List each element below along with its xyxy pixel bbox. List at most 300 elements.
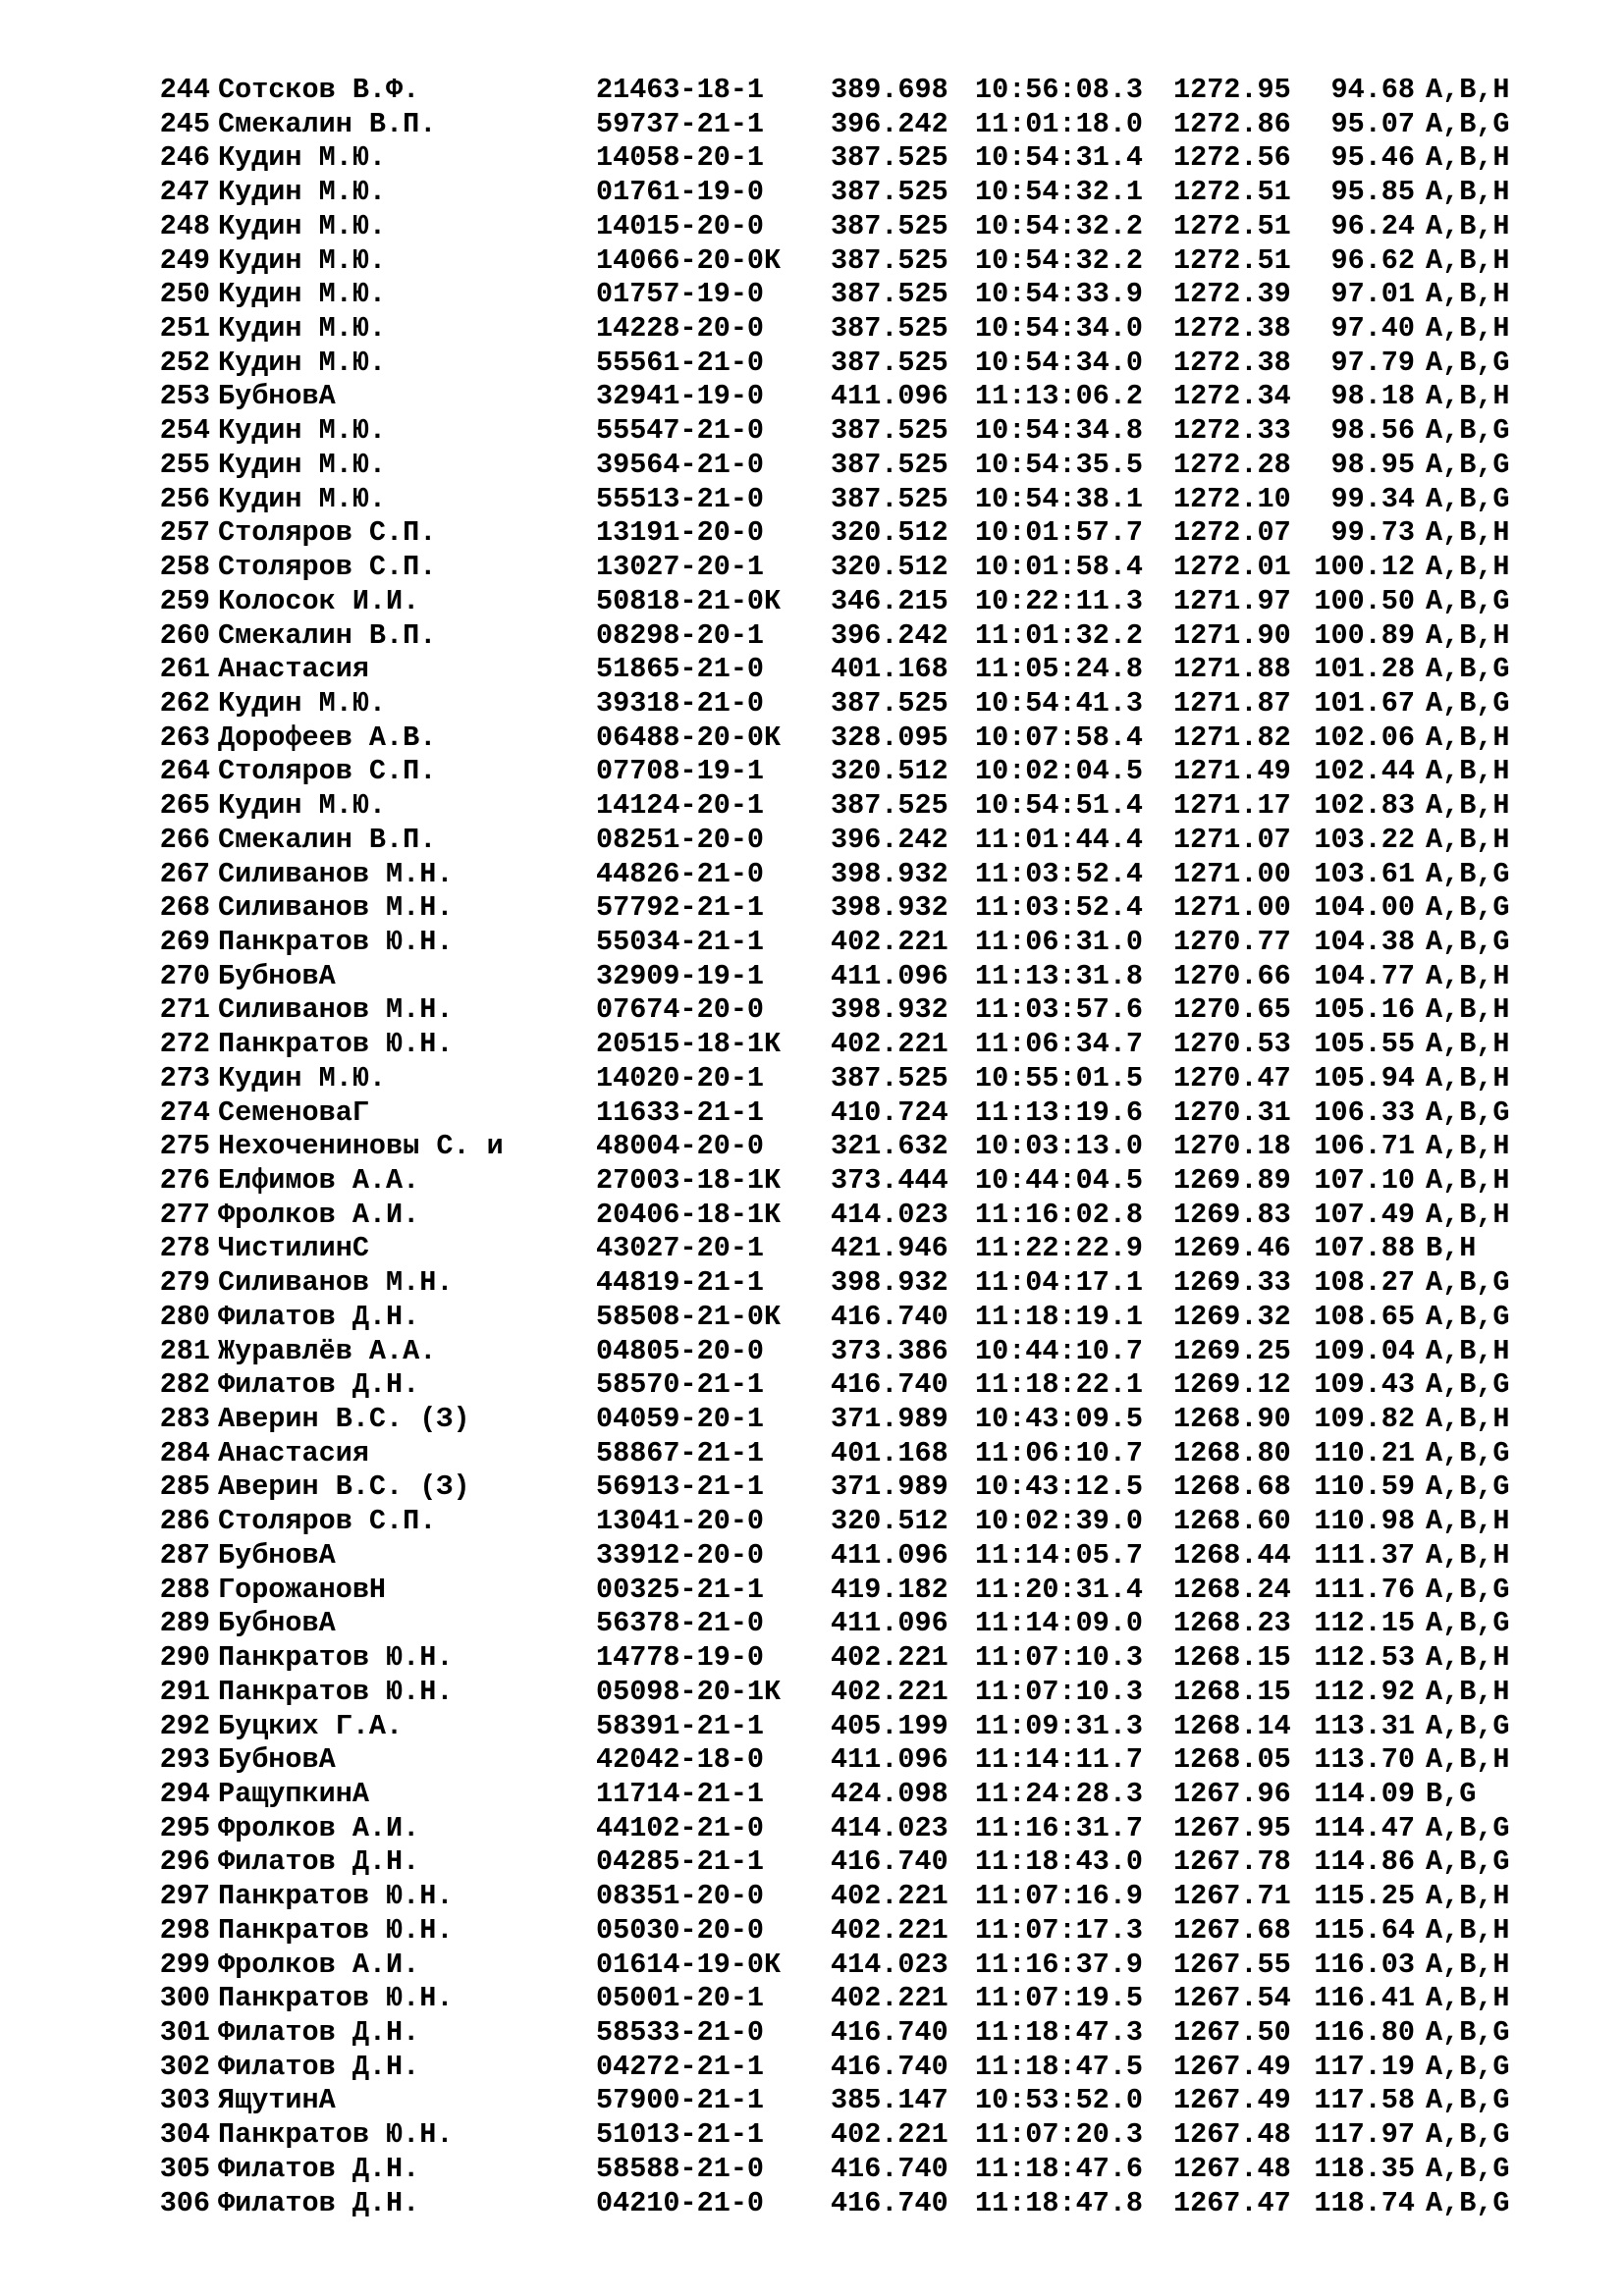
ring-number: 14020-20-1 [596, 1061, 765, 1095]
speed-value: 1271.00 [1173, 891, 1291, 925]
ring-number: 11633-21-1 [596, 1095, 765, 1129]
fancier-name: Колосок И.И. [218, 584, 420, 617]
distance-value: 387.525 [831, 312, 948, 346]
speed-value: 1268.44 [1173, 1538, 1291, 1572]
fancier-name: Панкратов Ю.Н. [218, 1675, 454, 1708]
result-row [143, 347, 1557, 381]
result-row [143, 960, 1557, 994]
speed-value: 1270.53 [1173, 1028, 1291, 1061]
distance-value: 320.512 [831, 551, 948, 584]
group-codes: A,B,H [1426, 209, 1510, 242]
coefficient-value: 116.41 [1314, 1982, 1415, 2015]
speed-value: 1271.17 [1173, 789, 1291, 823]
place-number: 300 [159, 1982, 210, 2015]
speed-value: 1268.68 [1173, 1470, 1291, 1504]
place-number: 267 [159, 857, 210, 890]
speed-value: 1267.96 [1173, 1777, 1291, 1810]
group-codes: A,B,G [1426, 891, 1510, 925]
result-row [143, 449, 1557, 483]
arrival-time: 11:07:10.3 [975, 1675, 1144, 1708]
group-codes: A,B,H [1426, 959, 1510, 992]
ring-number: 57792-21-1 [596, 891, 765, 925]
coefficient-value: 116.03 [1314, 1948, 1415, 1981]
group-codes: A,B,H [1426, 1538, 1510, 1572]
ring-number: 01761-19-0 [596, 176, 765, 209]
speed-value: 1272.01 [1173, 551, 1291, 584]
group-codes: A,B,G [1426, 1607, 1510, 1640]
speed-value: 1268.15 [1173, 1675, 1291, 1708]
fancier-name: Столяров С.П. [218, 1505, 437, 1538]
place-number: 250 [159, 278, 210, 311]
fancier-name: Кудин М.Ю. [218, 176, 387, 209]
speed-value: 1270.66 [1173, 959, 1291, 992]
result-row [143, 1164, 1557, 1199]
group-codes: A,B,G [1426, 1845, 1510, 1879]
place-number: 298 [159, 1913, 210, 1947]
coefficient-value: 109.82 [1314, 1403, 1415, 1436]
result-row [143, 1607, 1557, 1641]
coefficient-value: 100.89 [1314, 618, 1415, 652]
ring-number: 04285-21-1 [596, 1845, 765, 1879]
distance-value: 401.168 [831, 1436, 948, 1469]
fancier-name: Кудин М.Ю. [218, 789, 387, 823]
group-codes: A,B,H [1426, 755, 1510, 788]
coefficient-value: 97.79 [1330, 346, 1415, 379]
result-row [143, 858, 1557, 892]
group-codes: A,B,H [1426, 1913, 1510, 1947]
ring-number: 08298-20-1 [596, 618, 765, 652]
group-codes: A,B,G [1426, 1573, 1510, 1606]
coefficient-value: 100.12 [1314, 551, 1415, 584]
distance-value: 411.096 [831, 380, 948, 413]
ring-number: 20406-18-1К [596, 1198, 782, 1231]
group-codes: A,B,H [1426, 1130, 1510, 1163]
distance-value: 320.512 [831, 516, 948, 550]
result-row [143, 1949, 1557, 1983]
arrival-time: 11:01:32.2 [975, 618, 1144, 652]
group-codes: A,B,H [1426, 618, 1510, 652]
speed-value: 1270.18 [1173, 1130, 1291, 1163]
group-codes: A,B,H [1426, 1675, 1510, 1708]
result-row [143, 414, 1557, 449]
distance-value: 419.182 [831, 1573, 948, 1606]
place-number: 248 [159, 209, 210, 242]
fancier-name: Кудин М.Ю. [218, 448, 387, 481]
group-codes: A,B,H [1426, 1403, 1510, 1436]
arrival-time: 11:18:47.3 [975, 2015, 1144, 2049]
coefficient-value: 96.62 [1330, 243, 1415, 277]
place-number: 295 [159, 1811, 210, 1844]
ring-number: 06488-20-0К [596, 721, 782, 754]
place-number: 292 [159, 1709, 210, 1742]
arrival-time: 11:24:28.3 [975, 1777, 1144, 1810]
distance-value: 385.147 [831, 2084, 948, 2117]
ring-number: 14066-20-0К [596, 243, 782, 277]
fancier-name: Смекалин В.П. [218, 618, 437, 652]
speed-value: 1267.54 [1173, 1982, 1291, 2015]
group-codes: A,B,G [1426, 414, 1510, 448]
place-number: 262 [159, 686, 210, 720]
ring-number: 20515-18-1К [596, 1028, 782, 1061]
arrival-time: 11:18:47.5 [975, 2050, 1144, 2083]
coefficient-value: 108.65 [1314, 1300, 1415, 1333]
result-row [143, 721, 1557, 756]
fancier-name: БубновА [218, 1538, 336, 1572]
ring-number: 13027-20-1 [596, 551, 765, 584]
coefficient-value: 100.50 [1314, 584, 1415, 617]
speed-value: 1268.24 [1173, 1573, 1291, 1606]
results-list [143, 74, 1557, 2220]
place-number: 263 [159, 721, 210, 754]
distance-value: 346.215 [831, 584, 948, 617]
coefficient-value: 112.53 [1314, 1641, 1415, 1675]
distance-value: 398.932 [831, 993, 948, 1027]
speed-value: 1267.49 [1173, 2050, 1291, 2083]
fancier-name: Кудин М.Ю. [218, 482, 387, 515]
arrival-time: 11:01:18.0 [975, 107, 1144, 140]
place-number: 283 [159, 1403, 210, 1436]
place-number: 244 [159, 74, 210, 106]
fancier-name: Аверин В.С. (З) [218, 1403, 470, 1436]
arrival-time: 11:18:47.8 [975, 2186, 1144, 2219]
result-row [143, 176, 1557, 210]
fancier-name: Смекалин В.П. [218, 107, 437, 140]
place-number: 251 [159, 312, 210, 346]
arrival-time: 11:16:37.9 [975, 1948, 1144, 1981]
arrival-time: 10:54:51.4 [975, 789, 1144, 823]
arrival-time: 10:53:52.0 [975, 2084, 1144, 2117]
fancier-name: БубновА [218, 1607, 336, 1640]
fancier-name: Филатов Д.Н. [218, 1300, 420, 1333]
speed-value: 1269.25 [1173, 1334, 1291, 1367]
distance-value: 396.242 [831, 618, 948, 652]
coefficient-value: 98.95 [1330, 448, 1415, 481]
speed-value: 1270.31 [1173, 1095, 1291, 1129]
result-row [143, 278, 1557, 312]
fancier-name: Филатов Д.Н. [218, 2050, 420, 2083]
group-codes: A,B,G [1426, 346, 1510, 379]
arrival-time: 11:05:24.8 [975, 653, 1144, 686]
arrival-time: 10:54:38.1 [975, 482, 1144, 515]
result-row [143, 619, 1557, 654]
fancier-name: Столяров С.П. [218, 755, 437, 788]
speed-value: 1270.77 [1173, 925, 1291, 958]
result-row [143, 1199, 1557, 1233]
coefficient-value: 117.58 [1314, 2084, 1415, 2117]
arrival-time: 11:16:02.8 [975, 1198, 1144, 1231]
group-codes: A,B,H [1426, 1505, 1510, 1538]
fancier-name: Смекалин В.П. [218, 823, 437, 856]
coefficient-value: 101.67 [1314, 686, 1415, 720]
coefficient-value: 116.80 [1314, 2015, 1415, 2049]
result-row [143, 585, 1557, 619]
fancier-name: ГорожановН [218, 1573, 387, 1606]
arrival-time: 11:13:06.2 [975, 380, 1144, 413]
ring-number: 14124-20-1 [596, 789, 765, 823]
distance-value: 402.221 [831, 1982, 948, 2015]
fancier-name: БубновА [218, 959, 336, 992]
ring-number: 04059-20-1 [596, 1403, 765, 1436]
group-codes: A,B,H [1426, 278, 1510, 311]
ring-number: 14015-20-0 [596, 209, 765, 242]
distance-value: 411.096 [831, 1538, 948, 1572]
coefficient-value: 98.18 [1330, 380, 1415, 413]
ring-number: 32909-19-1 [596, 959, 765, 992]
speed-value: 1268.14 [1173, 1709, 1291, 1742]
ring-number: 51865-21-0 [596, 653, 765, 686]
distance-value: 416.740 [831, 2050, 948, 2083]
place-number: 252 [159, 346, 210, 379]
group-codes: A,B,G [1426, 2186, 1510, 2219]
group-codes: B,H [1426, 1232, 1477, 1265]
ring-number: 51013-21-1 [596, 2118, 765, 2152]
fancier-name: Панкратов Ю.Н. [218, 1982, 454, 2015]
result-row [143, 2051, 1557, 2085]
place-number: 249 [159, 243, 210, 277]
distance-value: 402.221 [831, 1675, 948, 1708]
result-row [143, 1470, 1557, 1505]
group-codes: A,B,H [1426, 1334, 1510, 1367]
group-codes: A,B,G [1426, 2118, 1510, 2152]
place-number: 265 [159, 789, 210, 823]
coefficient-value: 107.10 [1314, 1164, 1415, 1197]
ring-number: 58867-21-1 [596, 1436, 765, 1469]
ring-number: 55513-21-0 [596, 482, 765, 515]
arrival-time: 10:54:34.8 [975, 414, 1144, 448]
result-row [143, 926, 1557, 960]
distance-value: 387.525 [831, 482, 948, 515]
group-codes: A,B,G [1426, 2050, 1510, 2083]
coefficient-value: 110.98 [1314, 1505, 1415, 1538]
ring-number: 58570-21-1 [596, 1368, 765, 1402]
speed-value: 1267.49 [1173, 2084, 1291, 2117]
result-row [143, 789, 1557, 824]
speed-value: 1268.05 [1173, 1743, 1291, 1777]
place-number: 255 [159, 448, 210, 481]
arrival-time: 11:07:19.5 [975, 1982, 1144, 2015]
fancier-name: Панкратов Ю.Н. [218, 925, 454, 958]
place-number: 256 [159, 482, 210, 515]
speed-value: 1270.47 [1173, 1061, 1291, 1095]
place-number: 277 [159, 1198, 210, 1231]
fancier-name: Кудин М.Ю. [218, 243, 387, 277]
place-number: 306 [159, 2186, 210, 2219]
place-number: 294 [159, 1777, 210, 1810]
arrival-time: 10:01:57.7 [975, 516, 1144, 550]
result-row [143, 551, 1557, 585]
coefficient-value: 114.09 [1314, 1777, 1415, 1810]
distance-value: 387.525 [831, 209, 948, 242]
result-row [143, 1301, 1557, 1335]
coefficient-value: 110.59 [1314, 1470, 1415, 1504]
ring-number: 39318-21-0 [596, 686, 765, 720]
place-number: 257 [159, 516, 210, 550]
ring-number: 57900-21-1 [596, 2084, 765, 2117]
ring-number: 39564-21-0 [596, 448, 765, 481]
group-codes: A,B,H [1426, 1743, 1510, 1777]
result-row [143, 380, 1557, 414]
distance-value: 387.525 [831, 243, 948, 277]
fancier-name: Фролков А.И. [218, 1811, 420, 1844]
fancier-name: Панкратов Ю.Н. [218, 1641, 454, 1675]
ring-number: 07708-19-1 [596, 755, 765, 788]
speed-value: 1269.32 [1173, 1300, 1291, 1333]
group-codes: A,B,G [1426, 686, 1510, 720]
speed-value: 1272.51 [1173, 243, 1291, 277]
place-number: 303 [159, 2084, 210, 2117]
speed-value: 1271.87 [1173, 686, 1291, 720]
result-row [143, 2016, 1557, 2051]
place-number: 301 [159, 2015, 210, 2049]
fancier-name: Сотсков В.Ф. [218, 74, 420, 106]
result-row [143, 2153, 1557, 2187]
coefficient-value: 117.97 [1314, 2118, 1415, 2152]
result-row [143, 653, 1557, 687]
speed-value: 1272.86 [1173, 107, 1291, 140]
coefficient-value: 103.61 [1314, 857, 1415, 890]
distance-value: 416.740 [831, 1300, 948, 1333]
speed-value: 1269.33 [1173, 1266, 1291, 1300]
distance-value: 371.989 [831, 1403, 948, 1436]
place-number: 246 [159, 141, 210, 175]
ring-number: 55561-21-0 [596, 346, 765, 379]
fancier-name: Столяров С.П. [218, 551, 437, 584]
fancier-name: Кудин М.Ю. [218, 346, 387, 379]
coefficient-value: 103.22 [1314, 823, 1415, 856]
result-row [143, 74, 1557, 108]
distance-value: 402.221 [831, 2118, 948, 2152]
result-row [143, 1130, 1557, 1164]
fancier-name: БубновА [218, 1743, 336, 1777]
place-number: 302 [159, 2050, 210, 2083]
coefficient-value: 97.40 [1330, 312, 1415, 346]
speed-value: 1269.12 [1173, 1368, 1291, 1402]
distance-value: 402.221 [831, 1880, 948, 1913]
coefficient-value: 108.27 [1314, 1266, 1415, 1300]
place-number: 261 [159, 653, 210, 686]
ring-number: 14058-20-1 [596, 141, 765, 175]
distance-value: 396.242 [831, 107, 948, 140]
coefficient-value: 107.88 [1314, 1232, 1415, 1265]
result-row [143, 1982, 1557, 2016]
distance-value: 387.525 [831, 448, 948, 481]
ring-number: 56913-21-1 [596, 1470, 765, 1504]
coefficient-value: 113.70 [1314, 1743, 1415, 1777]
speed-value: 1269.83 [1173, 1198, 1291, 1231]
speed-value: 1267.55 [1173, 1948, 1291, 1981]
place-number: 276 [159, 1164, 210, 1197]
speed-value: 1272.10 [1173, 482, 1291, 515]
distance-value: 387.525 [831, 1061, 948, 1095]
coefficient-value: 111.76 [1314, 1573, 1415, 1606]
ring-number: 08251-20-0 [596, 823, 765, 856]
result-row [143, 1914, 1557, 1949]
distance-value: 411.096 [831, 1607, 948, 1640]
result-row [143, 687, 1557, 721]
ring-number: 13191-20-0 [596, 516, 765, 550]
arrival-time: 10:01:58.4 [975, 551, 1144, 584]
group-codes: A,B,H [1426, 74, 1510, 106]
distance-value: 414.023 [831, 1198, 948, 1231]
speed-value: 1272.56 [1173, 141, 1291, 175]
fancier-name: Анастасия [218, 1436, 369, 1469]
group-codes: A,B,H [1426, 1948, 1510, 1981]
arrival-time: 11:07:20.3 [975, 2118, 1144, 2152]
ring-number: 58508-21-0К [596, 1300, 782, 1333]
ring-number: 00325-21-1 [596, 1573, 765, 1606]
group-codes: A,B,G [1426, 857, 1510, 890]
place-number: 288 [159, 1573, 210, 1606]
fancier-name: Филатов Д.Н. [218, 2152, 420, 2185]
fancier-name: Кудин М.Ю. [218, 209, 387, 242]
fancier-name: БубновА [218, 380, 336, 413]
speed-value: 1272.51 [1173, 209, 1291, 242]
speed-value: 1267.47 [1173, 2186, 1291, 2219]
distance-value: 411.096 [831, 959, 948, 992]
arrival-time: 10:54:33.9 [975, 278, 1144, 311]
arrival-time: 10:54:35.5 [975, 448, 1144, 481]
speed-value: 1272.28 [1173, 448, 1291, 481]
ring-number: 58588-21-0 [596, 2152, 765, 2185]
distance-value: 373.444 [831, 1164, 948, 1197]
coefficient-value: 106.33 [1314, 1095, 1415, 1129]
fancier-name: Елфимов А.А. [218, 1164, 420, 1197]
arrival-time: 10:43:09.5 [975, 1403, 1144, 1436]
result-row [143, 1368, 1557, 1403]
fancier-name: Филатов Д.Н. [218, 1368, 420, 1402]
coefficient-value: 104.77 [1314, 959, 1415, 992]
arrival-time: 11:18:43.0 [975, 1845, 1144, 1879]
ring-number: 04272-21-1 [596, 2050, 765, 2083]
place-number: 305 [159, 2152, 210, 2185]
group-codes: A,B,G [1426, 482, 1510, 515]
arrival-time: 11:07:10.3 [975, 1641, 1144, 1675]
fancier-name: Силиванов М.Н. [218, 857, 454, 890]
ring-number: 05030-20-0 [596, 1913, 765, 1947]
result-row [143, 312, 1557, 347]
arrival-time: 11:07:16.9 [975, 1880, 1144, 1913]
ring-number: 56378-21-0 [596, 1607, 765, 1640]
result-row [143, 1880, 1557, 1914]
distance-value: 416.740 [831, 1368, 948, 1402]
group-codes: A,B,H [1426, 993, 1510, 1027]
coefficient-value: 102.44 [1314, 755, 1415, 788]
speed-value: 1271.88 [1173, 653, 1291, 686]
fancier-name: Анастасия [218, 653, 369, 686]
fancier-name: Филатов Д.Н. [218, 2186, 420, 2219]
result-row [143, 755, 1557, 789]
group-codes: A,B,H [1426, 141, 1510, 175]
group-codes: A,B,H [1426, 516, 1510, 550]
fancier-name: Панкратов Ю.Н. [218, 2118, 454, 2152]
speed-value: 1268.90 [1173, 1403, 1291, 1436]
place-number: 293 [159, 1743, 210, 1777]
fancier-name: СеменоваГ [218, 1095, 369, 1129]
place-number: 285 [159, 1470, 210, 1504]
group-codes: A,B,H [1426, 1061, 1510, 1095]
speed-value: 1272.95 [1173, 74, 1291, 106]
arrival-time: 10:54:34.0 [975, 346, 1144, 379]
arrival-time: 10:22:11.3 [975, 584, 1144, 617]
fancier-name: Филатов Д.Н. [218, 2015, 420, 2049]
arrival-time: 10:07:58.4 [975, 721, 1144, 754]
result-row [143, 141, 1557, 176]
arrival-time: 10:54:32.1 [975, 176, 1144, 209]
coefficient-value: 95.85 [1330, 176, 1415, 209]
ring-number: 13041-20-0 [596, 1505, 765, 1538]
ring-number: 59737-21-1 [596, 107, 765, 140]
coefficient-value: 101.28 [1314, 653, 1415, 686]
